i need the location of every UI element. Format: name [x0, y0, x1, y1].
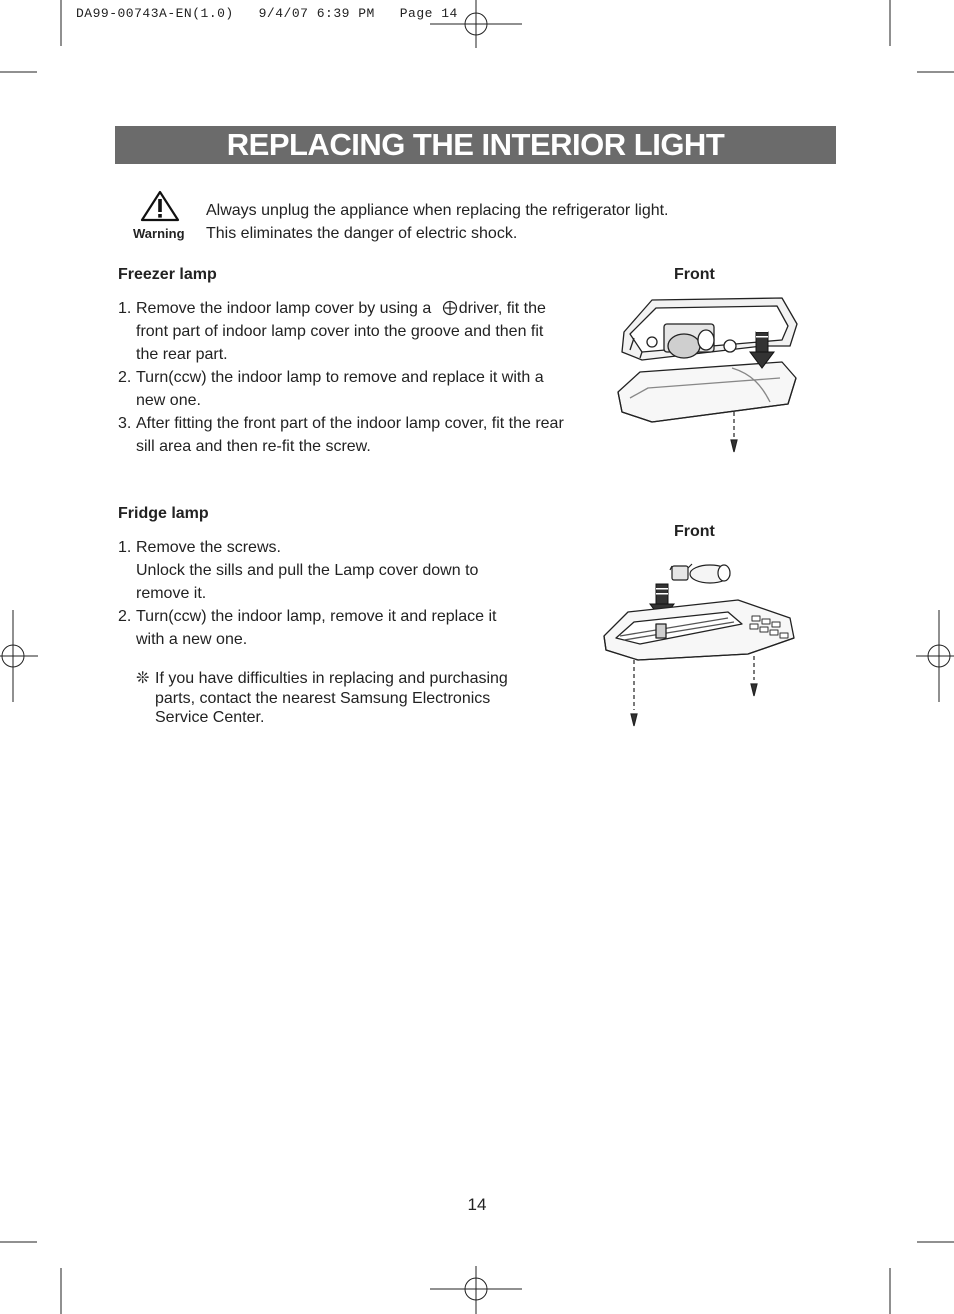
page-number: 14: [467, 1195, 487, 1214]
note-symbol-icon: ❊: [136, 670, 150, 687]
freezer-front-label: Front: [674, 266, 715, 283]
print-header: DA99-00743A-EN(1.0) 9/4/07 6:39 PM Page 14: [76, 6, 458, 21]
freezer-steps: [118, 297, 570, 458]
fridge-steps: [118, 536, 538, 651]
note-text: If you have difficulties in replacing and purchasing parts, contact the nearest Samsung Electronics Service Center.: [155, 670, 508, 726]
phillips-screwdriver-icon: [442, 300, 458, 316]
registration-mark-right: [916, 610, 954, 702]
fridge-front-label: Front: [674, 523, 715, 540]
fridge-step-2: 2. Turn(ccw) the indoor lamp, remove it and replace it with a new one.: [118, 605, 526, 651]
step-number: 2.: [118, 369, 132, 386]
step-number: 3.: [118, 415, 132, 432]
warning-line-1: Always unplug the appliance when replacing the refrigerator light.: [206, 202, 669, 219]
registration-mark-left: [0, 610, 38, 702]
freezer-step-1: 1. Remove the indoor lamp cover by using a driver, fit the front part of indoor lamp cover into the groove and then fit the rear part.: [118, 297, 570, 366]
page-title: REPLACING THE INTERIOR LIGHT: [226, 127, 725, 162]
fridge-lamp-illustration: [598, 560, 808, 730]
fridge-step-1: 1. Remove the screws. Unlock the sills and pull the Lamp cover down to remove it.: [118, 536, 538, 605]
freezer-heading: Freezer lamp: [118, 266, 217, 283]
freezer-step-3: 3. After fitting the front part of the indoor lamp cover, fit the rear sill area and then re-fit the screw.: [118, 412, 570, 458]
service-note: [136, 669, 536, 728]
fridge-heading: Fridge lamp: [118, 505, 209, 522]
step-number: 1.: [118, 300, 132, 317]
warning-label: Warning: [133, 226, 185, 241]
step-number: 1.: [118, 539, 132, 556]
step-number: 2.: [118, 608, 132, 625]
warning-line-2: This eliminates the danger of electric shock.: [206, 225, 518, 242]
registration-mark-bottom: [430, 1266, 522, 1314]
freezer-lamp-illustration: [612, 294, 802, 454]
freezer-step-2: 2. Turn(ccw) the indoor lamp to remove and replace it with a new one.: [118, 366, 570, 412]
warning-text: [206, 199, 669, 245]
warning-triangle-icon: [140, 190, 180, 222]
